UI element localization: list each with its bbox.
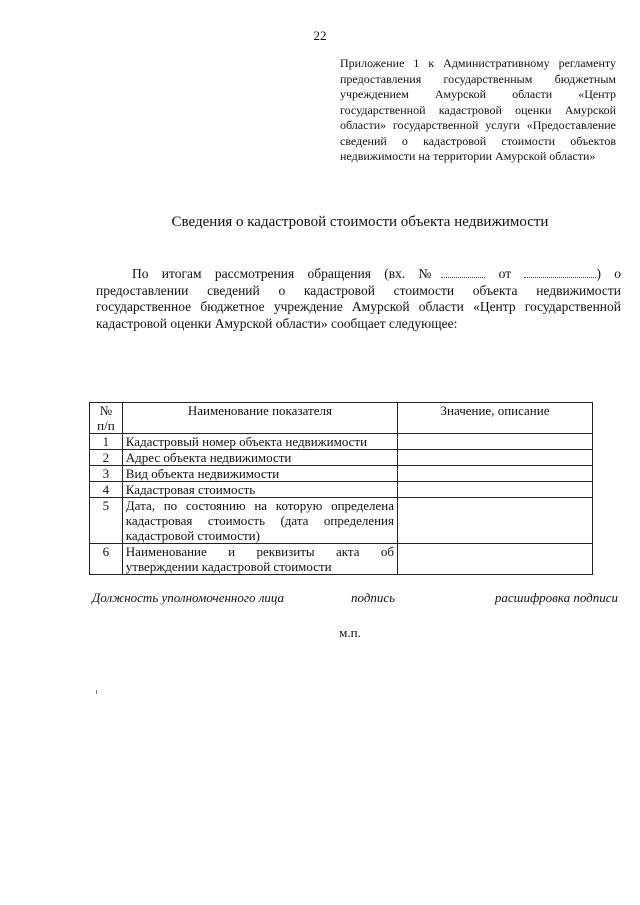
table-row [90, 498, 593, 544]
row-value [398, 482, 593, 498]
table-row [90, 434, 593, 450]
row-name: Кадастровая стоимость [122, 482, 397, 498]
row-value [398, 498, 593, 544]
row-value [398, 450, 593, 466]
incoming-number-blank [441, 266, 485, 278]
seal-place-label: м.п. [339, 625, 361, 640]
row-num: 4 [90, 482, 123, 498]
table-row [90, 466, 593, 482]
table-row [90, 450, 593, 466]
table-row [90, 544, 593, 575]
table-header-row [90, 403, 593, 434]
page-number: 22 [313, 28, 327, 43]
document-title: Сведения о кадастровой стоимости объекта недвижимости [171, 214, 549, 230]
row-value [398, 544, 593, 575]
intro-part-2: от [498, 266, 512, 281]
signature-position-label: Должность уполномоченного лица [92, 590, 285, 605]
row-name: Адрес объекта недвижимости [122, 450, 397, 466]
cadastral-info-table [89, 402, 593, 575]
intro-part-3: ) о предоставлении сведений о кадастровой стоимости объекта недвижимости государственное бюджетное учреждение Амурской области «Центр государственной кадастровой оценки Амурской области» сообщает следующее: [96, 266, 622, 331]
signature-decode-label: расшифровка подписи [494, 590, 618, 605]
table-row [90, 482, 593, 498]
row-name: Вид объекта недвижимости [122, 466, 397, 482]
row-num: 5 [90, 498, 123, 544]
row-value [398, 434, 593, 450]
appendix-note: Приложение 1 к Административному регламенту предоставления государственным бюджетным учреждением Амурской области «Центр государственной кадастровой оценки Амурской области» государственной услуги «Предоставление сведений о кадастровой стоимости объектов недвижимости на территории Амурской области» [340, 56, 616, 163]
row-name: Кадастровый номер объекта недвижимости [122, 434, 397, 450]
intro-part-1: По итогам рассмотрения обращения (вх. № [132, 266, 442, 281]
row-name: Наименование и реквизиты акта об утверждении кадастровой стоимости [122, 544, 397, 575]
row-value [398, 466, 593, 482]
row-num: 1 [90, 434, 123, 450]
signature-sign-label: подпись [351, 590, 396, 605]
header-num: № п/п [90, 403, 123, 434]
row-num: 6 [90, 544, 123, 575]
row-name: Дата, по состоянию на которую определена кадастровая стоимость (дата определения кадастровой стоимости) [122, 498, 397, 544]
row-num: 2 [90, 450, 123, 466]
incoming-date-blank [524, 266, 596, 278]
scan-speck [96, 690, 97, 694]
header-value: Значение, описание [398, 403, 593, 434]
header-name: Наименование показателя [122, 403, 397, 434]
intro-paragraph [96, 266, 621, 332]
row-num: 3 [90, 466, 123, 482]
